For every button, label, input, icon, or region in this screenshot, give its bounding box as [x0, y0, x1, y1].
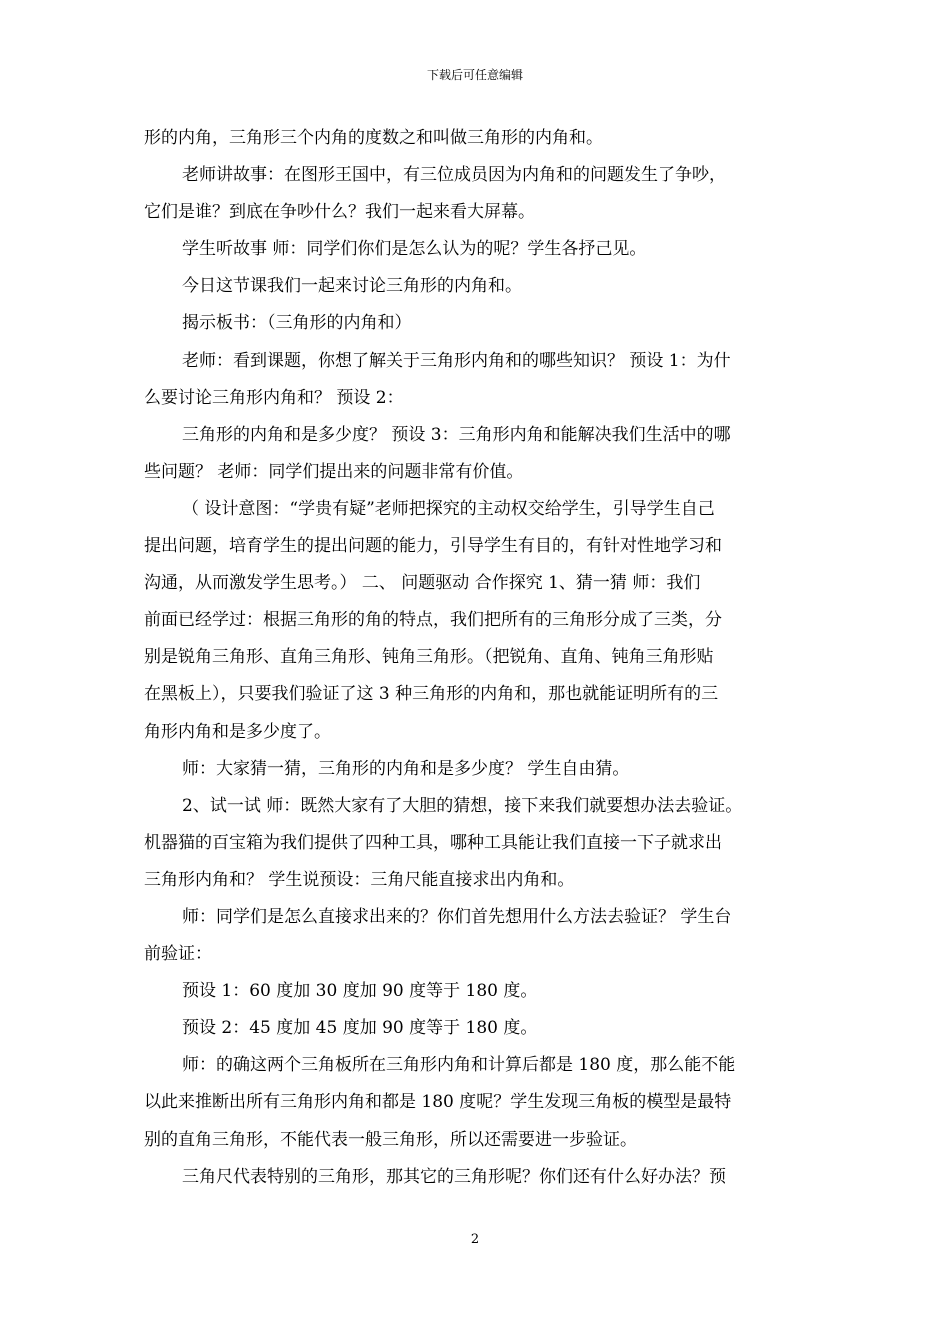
paragraph-line: 形的内角，三角形三个内角的度数之和叫做三角形的内角和。 [144, 128, 603, 148]
page-header: 下载后可任意编辑 [426, 68, 523, 82]
paragraph-line: 机器猫的百宝箱为我们提供了四种工具，哪种工具能让我们直接一下子就求出 [144, 832, 722, 853]
paragraph-line: 预设 2：45 度加 45 度加 90 度等于 180 度。 [182, 1018, 538, 1039]
paragraph-line: 它们是谁？到底在争吵什么？我们一起来看大屏幕。 [144, 202, 535, 223]
paragraph-line: 2、试一试 师：既然大家有了大胆的猜想，接下来我们就要想办法去验证。 [182, 795, 743, 816]
paragraph-line: 老师讲故事：在图形王国中，有三位成员因为内角和的问题发生了争吵， [182, 165, 726, 186]
paragraph-line: 沟通，从而激发学生思考。） 二、 问题驱动 合作探究 1、猜一猜 师：我们 [144, 573, 701, 594]
paragraph-line: 别的直角三角形，不能代表一般三角形，所以还需要进一步验证。 [144, 1129, 637, 1150]
paragraph-line: 师：同学们是怎么直接求出来的？你们首先想用什么方法去验证？ 学生台 [182, 906, 732, 927]
paragraph-line: 揭示板书：（三角形的内角和） [182, 313, 412, 334]
paragraph-line: 今日这节课我们一起来讨论三角形的内角和。 [182, 276, 522, 297]
paragraph-line: 三角形的内角和是多少度？ 预设 3：三角形内角和能解决我们生活中的哪 [182, 424, 731, 445]
paragraph-line: （ 设计意图：“学贵有疑”老师把探究的主动权交给学生，引导学生自己 [182, 498, 715, 519]
document-body [144, 126, 808, 1202]
paragraph-line: 角形内角和是多少度了。 [144, 721, 331, 742]
paragraph-line: 以此来推断出所有三角形内角和都是 180 度呢？学生发现三角板的模型是最特 [144, 1092, 732, 1113]
paragraph-line: 三角尺代表特别的三角形，那其它的三角形呢？你们还有什么好办法？预 [182, 1166, 726, 1187]
paragraph-line: 师：大家猜一猜，三角形的内角和是多少度？ 学生自由猜。 [182, 758, 630, 779]
page-number: 2 [470, 1232, 480, 1247]
paragraph-line: 别是锐角三角形、直角三角形、钝角三角形。（把锐角、直角、钝角三角形贴 [144, 647, 714, 668]
paragraph-line: 提出问题，培育学生的提出问题的能力，引导学生有目的，有针对性地学习和 [144, 536, 722, 557]
paragraph-line: 师：的确这两个三角板所在三角形内角和计算后都是 180 度，那么能不能 [182, 1055, 736, 1076]
paragraph-line: 前面已经学过：根据三角形的角的特点，我们把所有的三角形分成了三类，分 [144, 610, 722, 631]
paragraph-line: 学生听故事 师：同学们你们是怎么认为的呢？学生各抒己见。 [182, 239, 647, 260]
paragraph-line: 么要讨论三角形内角和？ 预设 2： [144, 387, 404, 408]
paragraph-line: 三角形内角和？ 学生说预设：三角尺能直接求出内角和。 [144, 869, 575, 890]
paragraph-line: 预设 1：60 度加 30 度加 90 度等于 180 度。 [182, 981, 538, 1002]
paragraph-line: 前验证： [144, 944, 212, 965]
paragraph-line: 老师：看到课题，你想了解关于三角形内角和的哪些知识？ 预设 1：为什 [182, 350, 731, 371]
paragraph-line: 在黑板上），只要我们验证了这 3 种三角形的内角和，那也就能证明所有的三 [144, 684, 719, 705]
paragraph-line: 些问题？ 老师：同学们提出来的问题非常有价值。 [144, 461, 524, 482]
